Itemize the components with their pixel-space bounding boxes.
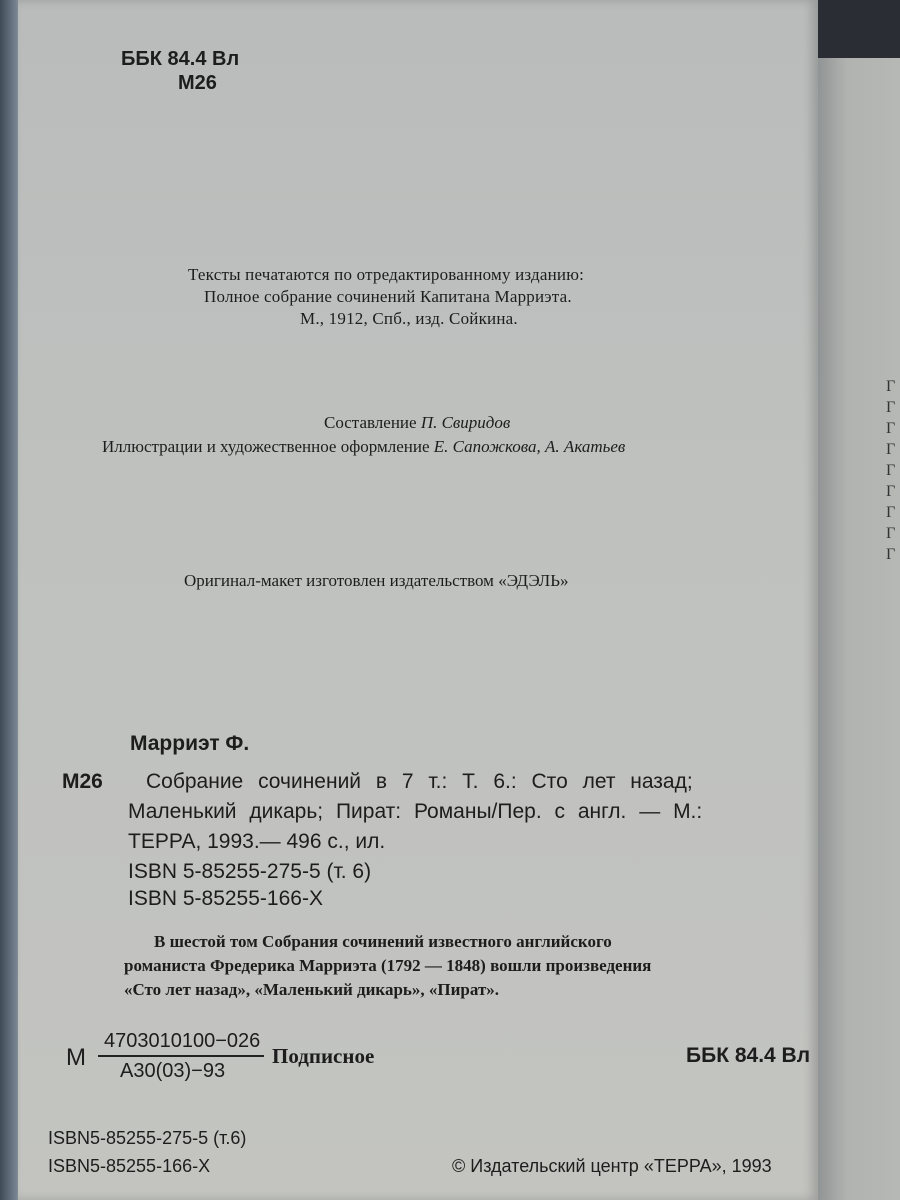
catalog-isbn: ISBN 5-85255-166-X [128, 887, 323, 910]
adjacent-page-letter: Г [886, 441, 896, 458]
imprint-page [18, 0, 818, 1200]
annotation-line: романиста Фредерика Марриэта (1792 — 1848) вошли произведения [124, 956, 652, 975]
source-note-line: Тексты печатаются по отредактированному изданию: [188, 265, 585, 284]
compilation-label: Составление [324, 413, 417, 432]
adjacent-page-letter: Г [886, 483, 896, 500]
index-denominator: А30(03)−93 [120, 1060, 226, 1082]
adjacent-page-letter: Г [886, 546, 896, 563]
layout-note: Оригинал-макет изготовлен издательством «ЭДЭЛЬ» [184, 571, 569, 590]
adjacent-page [812, 58, 900, 1200]
footer-isbn: ISBN5-85255-166-X [48, 1156, 211, 1176]
author-code-header: М26 [178, 72, 217, 94]
index-numerator: 4703010100−026 [98, 1030, 264, 1057]
source-note-line: Полное собрание сочинений Капитана Марриэта. [204, 287, 572, 306]
adjacent-page-letter: Г [886, 504, 896, 521]
compilation-name: П. Свиридов [420, 413, 511, 432]
index-m: М [66, 1044, 86, 1071]
copyright-notice: © Издательский центр «ТЕРРА», 1993 [452, 1156, 772, 1176]
illustrations-names: Е. Сапожкова, А. Акатьев [433, 437, 626, 456]
bbk-header: ББК 84.4 Вл [121, 48, 240, 70]
adjacent-page-letter: Г [886, 525, 896, 542]
catalog-description-line: Собрание сочинений в 7 т.: Т. 6.: Сто лет назад; [146, 770, 693, 793]
adjacent-page-letter: Г [886, 378, 896, 395]
adjacent-page-letter: Г [886, 420, 896, 437]
catalog-isbn: ISBN 5-85255-275-5 (т. 6) [128, 860, 372, 883]
adjacent-page-letter: Г [886, 399, 896, 416]
annotation-line: В шестой том Собрания сочинений известного английского [154, 932, 612, 951]
illustrations-label: Иллюстрации и художественное оформление [102, 437, 430, 456]
adjacent-page-letter: Г [886, 462, 896, 479]
bbk-footer: ББК 84.4 Вл [686, 1044, 811, 1067]
footer-isbn: ISBN5-85255-275-5 (т.6) [48, 1128, 247, 1148]
catalog-description-line: ТЕРРА, 1993.— 496 с., ил. [128, 830, 386, 853]
compilation-credit [324, 413, 510, 433]
source-note-line: М., 1912, Спб., изд. Сойкина. [300, 309, 518, 328]
illustrations-credit [102, 437, 625, 457]
catalog-description-line: Маленький дикарь; Пират: Романы/Пер. с англ. — М.: [128, 800, 703, 823]
annotation-line: «Сто лет назад», «Маленький дикарь», «Пират». [124, 980, 500, 999]
catalog-author: Марриэт Ф. [130, 732, 250, 755]
subscription-label: Подписное [272, 1044, 375, 1068]
catalog-code: М26 [62, 770, 103, 793]
